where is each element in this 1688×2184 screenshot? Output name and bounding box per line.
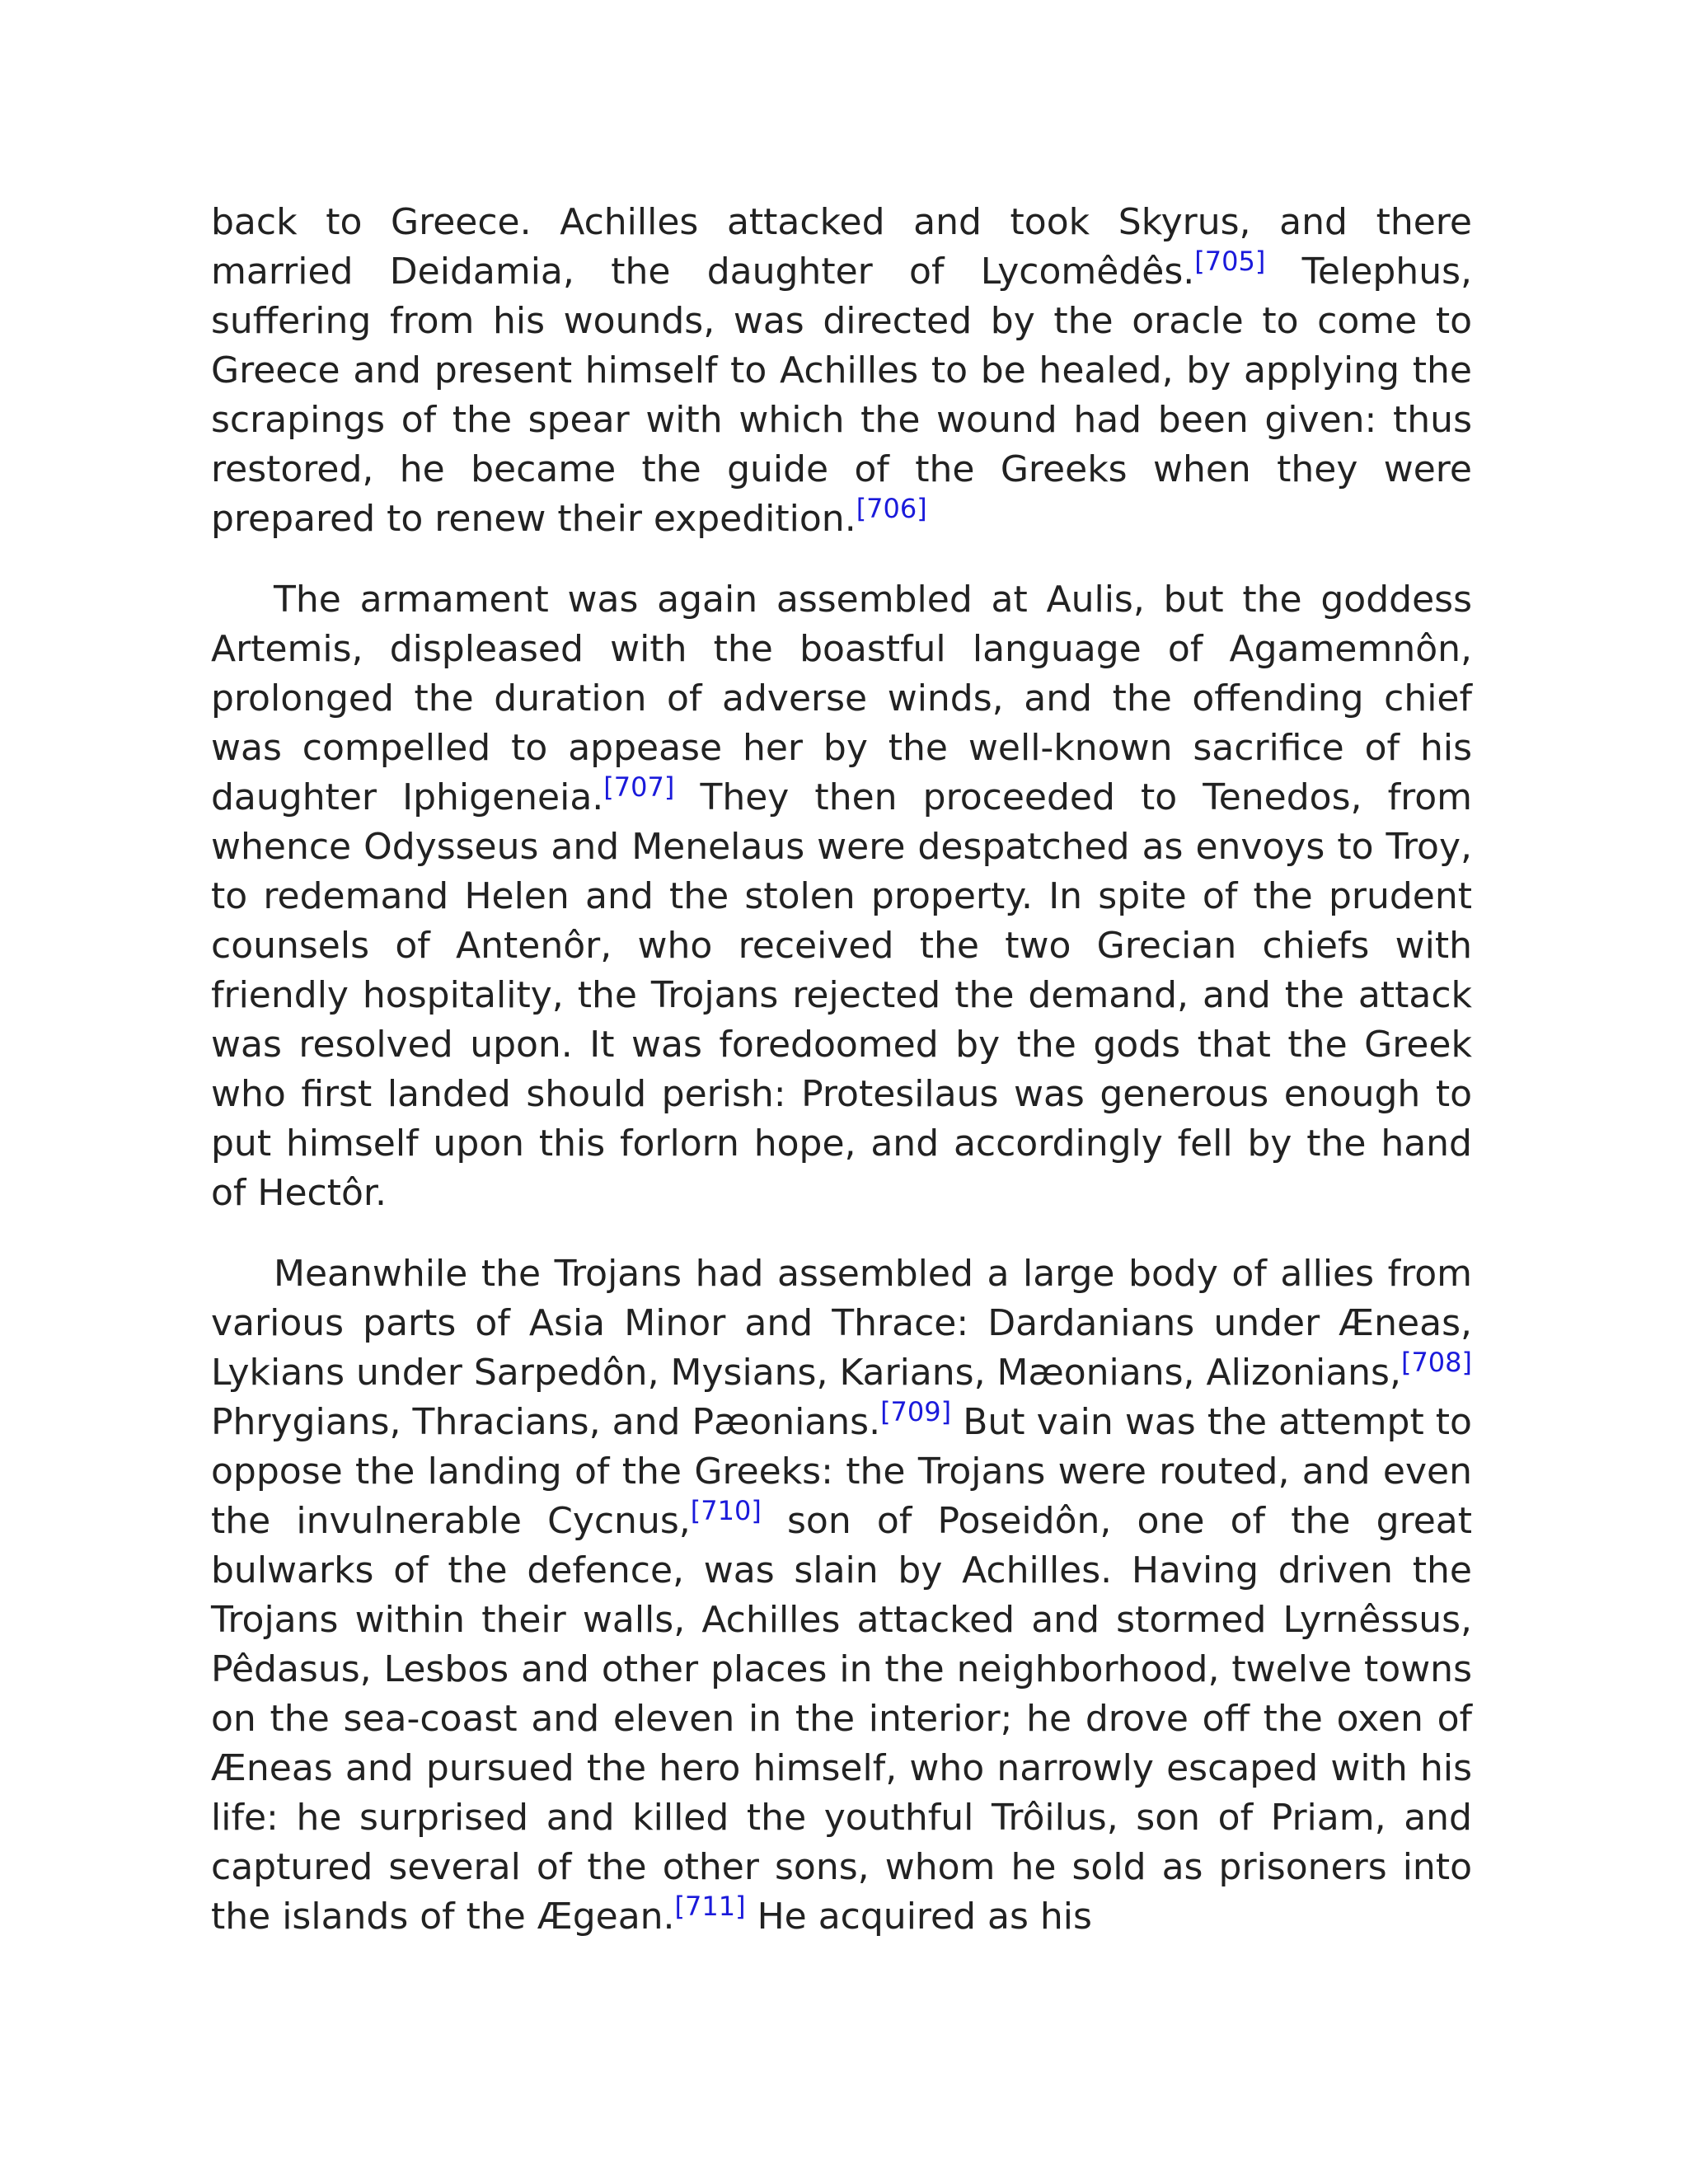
paragraph-2: [211, 575, 1472, 1218]
footnote-link-706[interactable]: [706]: [856, 493, 927, 524]
paragraph-3: [211, 1249, 1472, 1942]
paragraph-text: Telephus, suffering from his wounds, was directed by the oracle to come to Greece and present himself to Achilles to be healed, by applying the scrapings of the spear with which the wound had been given: thus restored, he became the guide of the Greeks when they were prepared to renew their expedition.: [211, 251, 1472, 540]
footnote-link-708[interactable]: [708]: [1400, 1347, 1472, 1378]
footnote-link-710[interactable]: [710]: [690, 1495, 762, 1526]
footnote-link-705[interactable]: [705]: [1194, 246, 1266, 277]
paragraph-text: But vain was the attempt to oppose the landing of the Greeks: the Trojans were routed, and even the invulnerable Cycnus,: [211, 1401, 1472, 1542]
footnote-link-707[interactable]: [707]: [603, 771, 675, 803]
paragraph-text: son of Poseidôn, one of the great bulwarks of the defence, was slain by Achilles. Having driven the Trojans within their walls, Achilles attacked and stormed Lyrnêssus, Pêdasus, Lesbos and other places in the neighborhood, twelve towns on the sea-coast and eleven in the interior; he drove off the oxen of Æneas and pursued the hero himself, who narrowly escaped with his life: he surprised and killed the youthful Trôilus, son of Priam, and captured several of the other sons, whom he sold as prisoners into the islands of the Ægean.: [211, 1500, 1472, 1938]
paragraph-text: They then proceeded to Tenedos, from whence Odysseus and Menelaus were despatched as envoys to Troy, to redemand Helen and the stolen property. In spite of the prudent counsels of Antenôr, who received the two Grecian chiefs with friendly hospitality, the Trojans rejected the demand, and the attack was resolved upon. It was foredoomed by the gods that the Greek who first landed should perish: Protesilaus was generous enough to put himself upon this forlorn hope, and accordingly fell by the hand of Hectôr.: [211, 776, 1472, 1214]
paragraph-text: He acquired as his: [745, 1896, 1092, 1938]
footnote-link-711[interactable]: [711]: [674, 1891, 746, 1922]
document-page: [211, 198, 1472, 1973]
footnote-link-709[interactable]: [709]: [880, 1396, 952, 1427]
paragraph-text: Phrygians, Thracians, and Pæonians.: [211, 1401, 881, 1443]
paragraph-text: Meanwhile the Trojans had assembled a large body of allies from various parts of Asia Minor and Thrace: Dardanians under Æneas, Lykians under Sarpedôn, Mysians, Karians, Mæonians, Alizonians,: [211, 1253, 1472, 1394]
paragraph-1: [211, 198, 1472, 544]
paragraph-text: back to Greece. Achilles attacked and took Skyrus, and there married Deidamia, the daughter of Lycomêdês.: [211, 201, 1472, 293]
paragraph-text: The armament was again assembled at Aulis, but the goddess Artemis, displeased with the boastful language of Agamemnôn, prolonged the duration of adverse winds, and the offending chief was compelled to appease her by the well-known sacrifice of his daughter Iphigeneia.: [211, 579, 1472, 818]
